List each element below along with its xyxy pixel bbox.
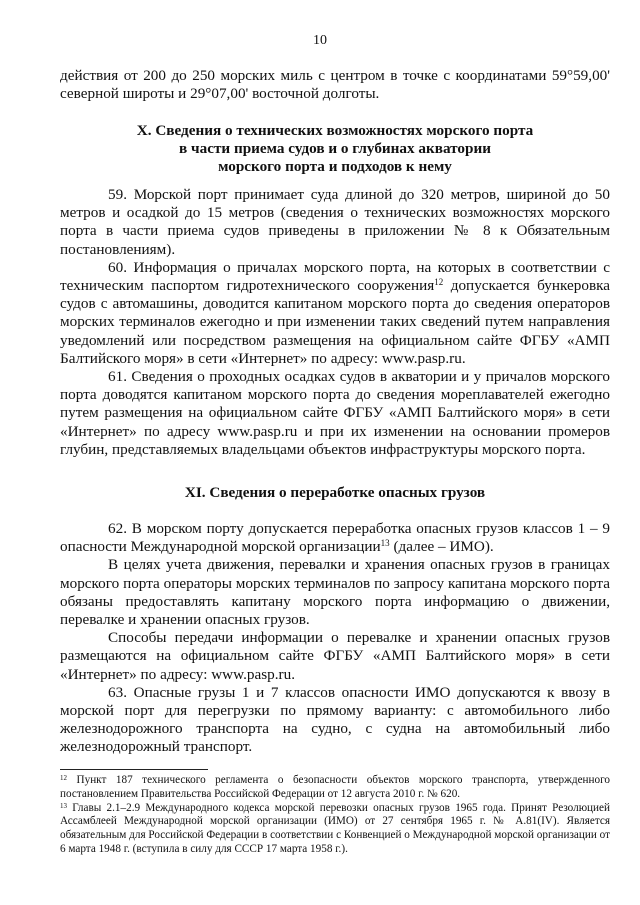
paragraph-62-part-2: В целях учета движения, перевалки и хранения опасных грузов в границах морского порта операторы морских терминалов по запросу капитана морского порта обязаны предоставлять капитану морского порта информацию о движении, перевалке и хранении опасных грузов. bbox=[60, 556, 610, 629]
section-xi-title: XI. Сведения о переработке опасных грузов bbox=[184, 484, 486, 501]
footnote-ref-12[interactable]: 12 bbox=[434, 277, 444, 288]
footnote-divider bbox=[60, 769, 208, 770]
footnote-12-mark: 12 bbox=[60, 774, 67, 782]
continuation-text: действия от 200 до 250 морских миль с центром в точке с координатами 59°59,00' северной широты и 29°07,00' восточной долготы. bbox=[60, 67, 610, 103]
paragraph-61: 61. Сведения о проходных осадках судов в акватории и у причалов морского порта доводятся капитаном морского порта до сведения мореплавателей ежегодно путем размещения на официальном сайте ФГБУ «АМП Балтийского моря» в сети «Интернет» по адресу www.pasp.ru и при их изменении на основании промеров глубин, представляемых владельцами объектов инфраструктуры морского порта. bbox=[60, 368, 610, 458]
paragraph-60-text-a: 60. Информация о причалах морского порта, на которых в соответствии с техническим паспортом гидротехнического сооружения bbox=[60, 258, 610, 295]
section-xi-body bbox=[60, 520, 610, 757]
paragraph-63: 63. Опасные грузы 1 и 7 классов опасности ИМО допускаются к ввозу в морской порт для перегрузки по прямому варианту: с автомобильного либо железнодорожного транспорта на судно, с судна на автомобильный либо железнодорожный транспорт. bbox=[60, 683, 610, 756]
paragraph-62-text-b: (далее – ИМО). bbox=[389, 538, 494, 556]
footnote-12-text: Пункт 187 технического регламента о безопасности объектов морского транспорта, утвержденного постановлением Правительства Российской Федерации от 12 августа 2010 г. № 620. bbox=[60, 774, 610, 800]
section-xi-heading bbox=[60, 484, 610, 502]
footnote-13 bbox=[60, 802, 610, 857]
footnote-ref-13[interactable]: 13 bbox=[380, 538, 390, 549]
section-x-title-line3: морского порта и подходов к нему bbox=[218, 158, 452, 176]
section-x-body bbox=[60, 186, 610, 459]
section-x-title-line2: в части приема судов и о глубинах акватории bbox=[179, 140, 491, 158]
footnote-13-mark: 13 bbox=[60, 801, 67, 810]
paragraph-60-text-b: допускается бункеровка судов с автомашины, доводится капитаном морского порта до сведения операторов морских терминалов ежегодно и при изменении таких сведений путем направления уведомлений или посредством размещения на официальном сайте ФГБУ «АМП Балтийского моря» в сети «Интернет» по адресу: www.pasp.ru. bbox=[60, 277, 611, 367]
page-number: 10 bbox=[313, 33, 327, 48]
section-x-heading bbox=[60, 122, 610, 177]
paragraph-59: 59. Морской порт принимает суда длиной до 320 метров, шириной до 50 метров и осадкой до 15 метров (сведения о технических возможностях морского порта в части приема судов приведены в приложении № 8 к Обязательным постановлениям). bbox=[60, 186, 610, 258]
paragraph-62-text-a: 62. В морском порту допускается переработка опасных грузов классов 1 – 9 опасности Международной морской организации bbox=[60, 520, 610, 556]
continuation-paragraph bbox=[60, 67, 610, 103]
footnotes bbox=[60, 774, 610, 857]
section-x-title-line1: X. Сведения о технических возможностях морского порта bbox=[136, 122, 534, 139]
paragraph-60 bbox=[60, 259, 610, 368]
footnote-13-text: Главы 2.1–2.9 Международного кодекса морской перевозки опасных грузов 1965 года. Принят Резолюцией Ассамблеей Международной морской организации (ИМО) от 27 сентября 1965 г. № А.81(IV). Является обязательным для Российской Федерации в соответствии с Конвенцией о Международной морской организации от 6 марта 1948 г. (вступила в силу для СССР 17 марта 1958 г.). bbox=[60, 801, 610, 855]
paragraph-62-part-3: Способы передачи информации о перевалке и хранении опасных грузов размещаются на официальном сайте ФГБУ «АМП Балтийского моря» в сети «Интернет» по адресу: www.pasp.ru. bbox=[60, 629, 610, 683]
paragraph-62 bbox=[60, 520, 610, 556]
footnote-12 bbox=[60, 774, 610, 802]
